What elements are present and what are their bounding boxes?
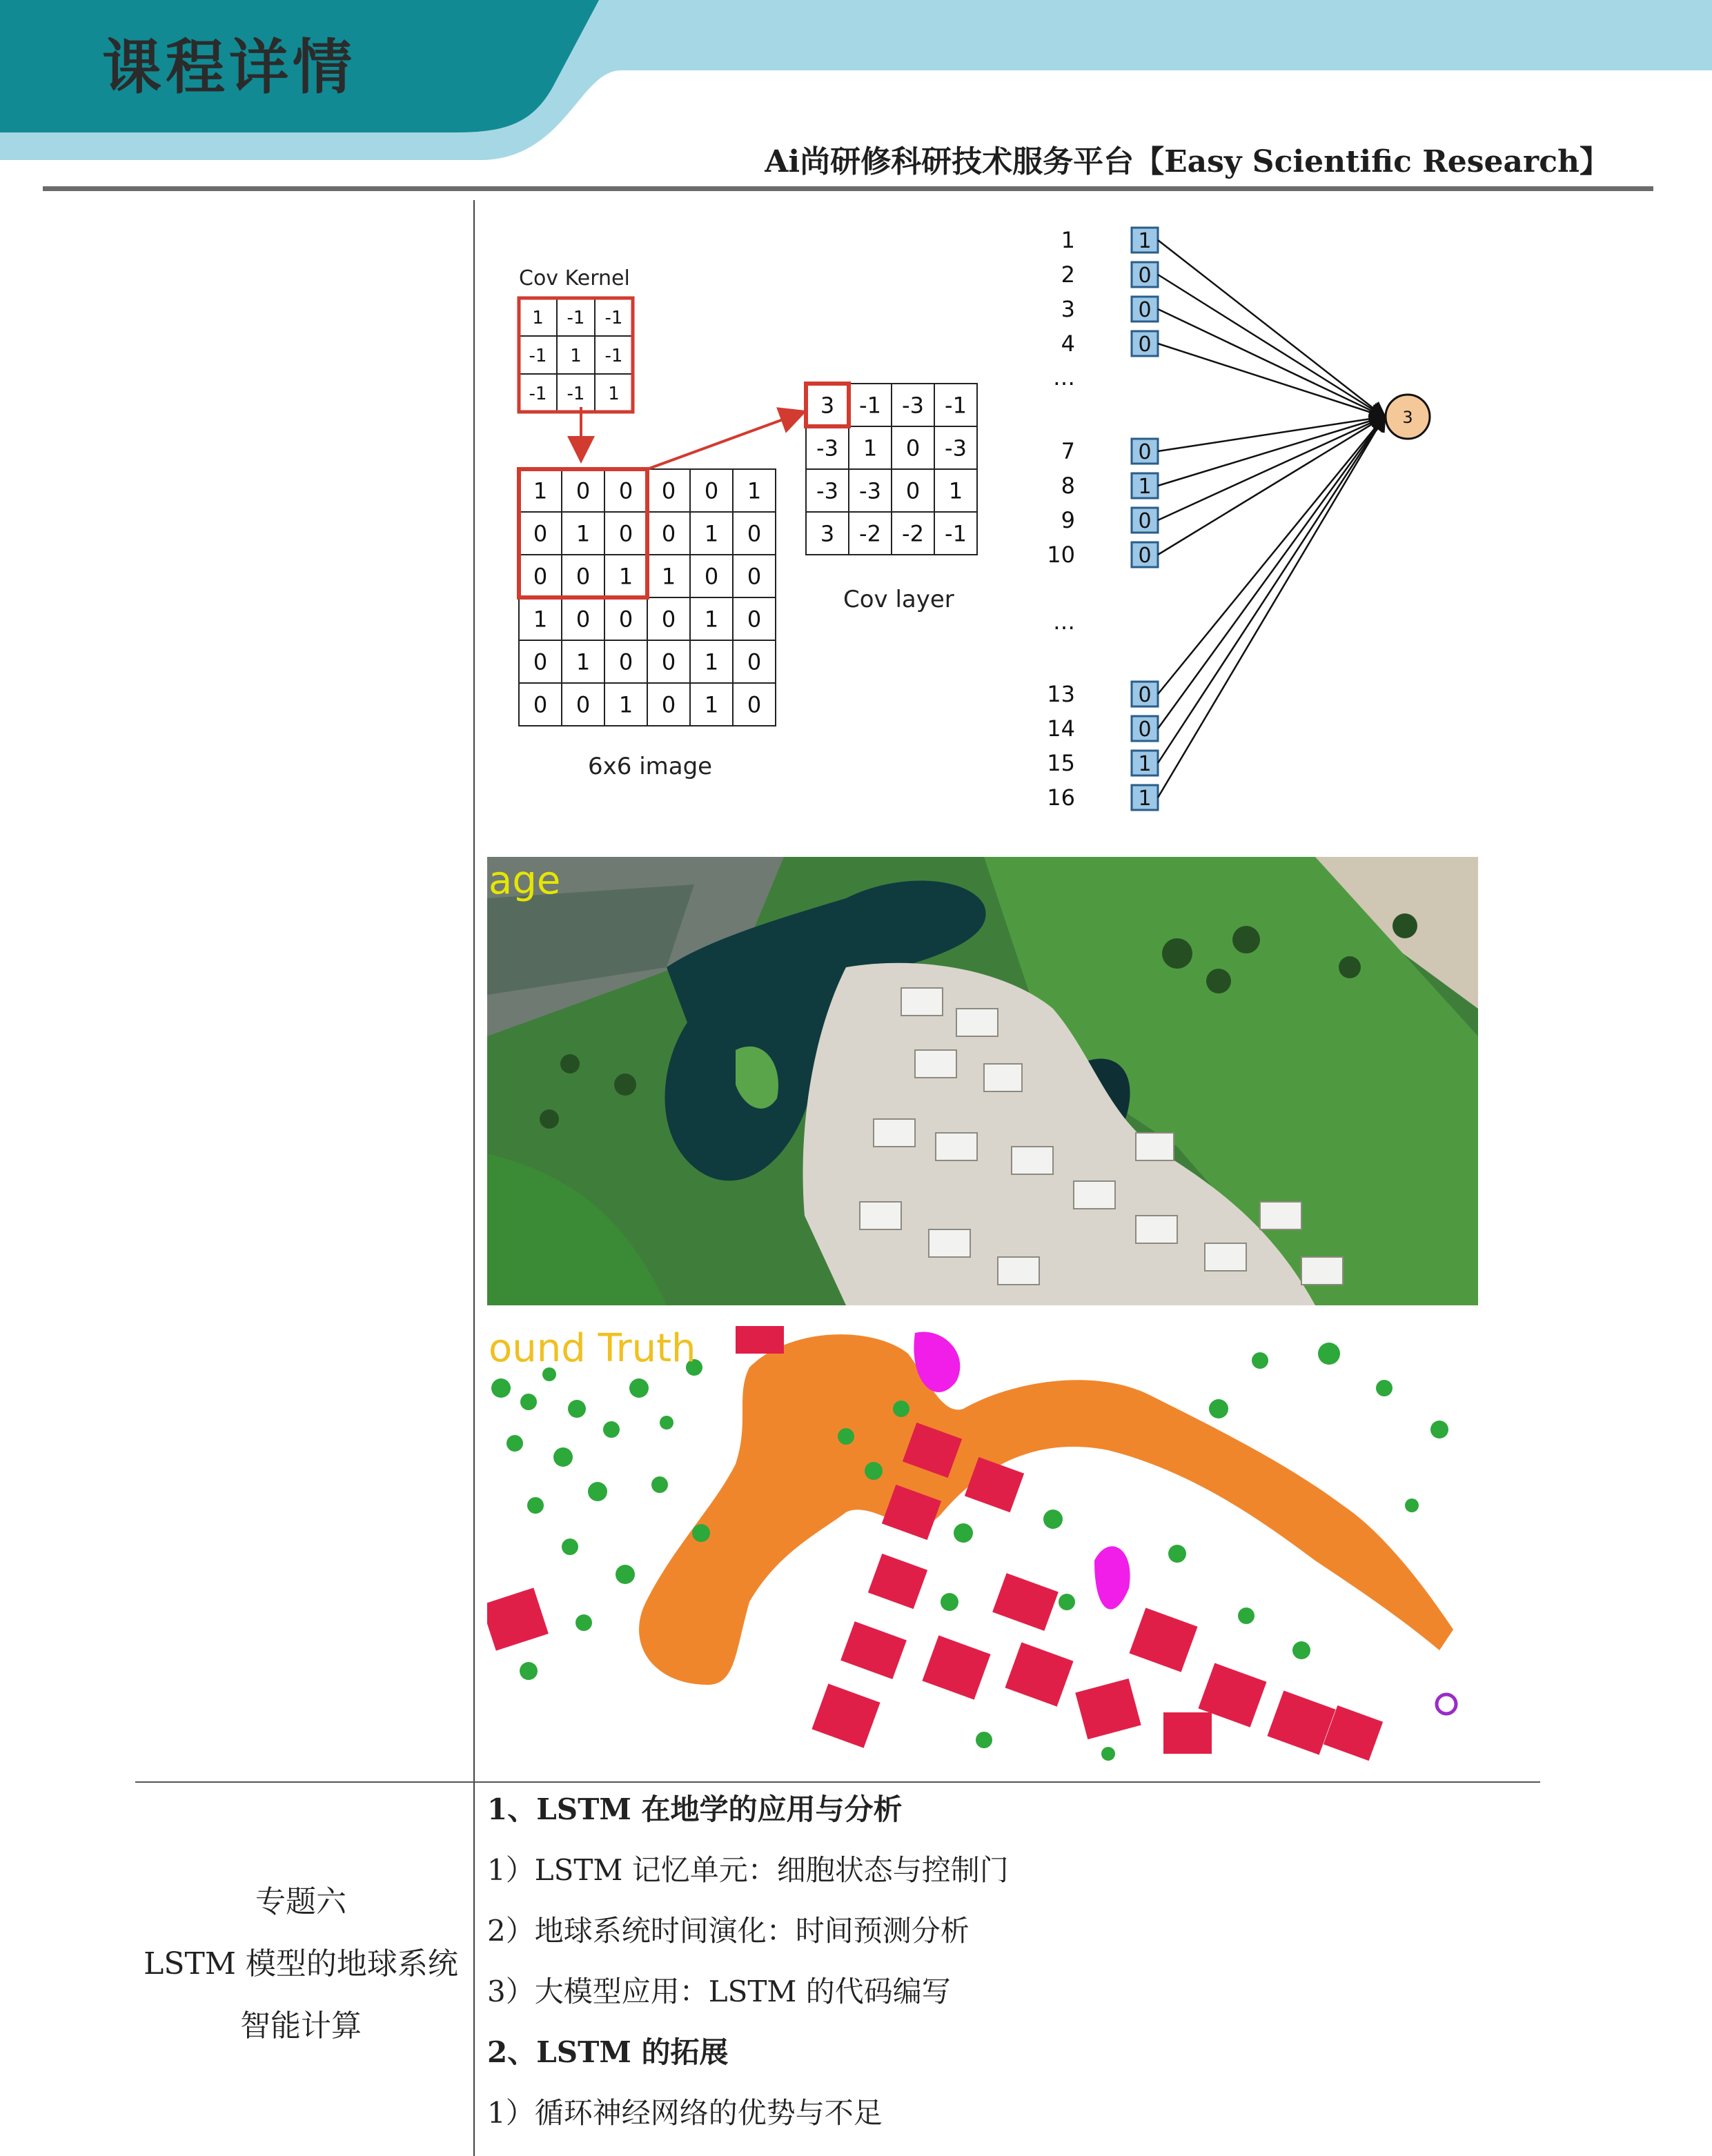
image-value: 0 [661, 477, 676, 504]
conv-value: 3 [820, 520, 835, 547]
fc-connection [1158, 240, 1384, 417]
kernel-value: -1 [604, 345, 623, 366]
conv-value: 0 [905, 477, 921, 504]
aerial-image-label: age [489, 858, 561, 903]
fc-connection [1158, 344, 1384, 417]
fc-connection [1158, 417, 1384, 451]
image-value: 0 [618, 520, 633, 547]
ground-truth-image [487, 1326, 1478, 1761]
image-value: 0 [704, 477, 719, 504]
conv-value: -1 [945, 392, 967, 419]
image-value: 0 [747, 691, 762, 718]
course-item: 1、LSTM 在地学的应用与分析 [487, 1792, 903, 1826]
image-value: 0 [747, 649, 762, 675]
fully-connected-layer [1047, 227, 1430, 811]
aerial-photo [487, 857, 1478, 1305]
fc-connection [1158, 309, 1384, 417]
fc-connection [1158, 417, 1384, 694]
kernel-value: -1 [529, 345, 547, 366]
fc-value: 0 [1138, 544, 1152, 568]
input-image-grid [519, 469, 776, 726]
image-value: 0 [533, 649, 548, 675]
output-neuron-value: 3 [1402, 408, 1413, 427]
fc-connection [1158, 275, 1384, 417]
fc-index: 16 [1047, 784, 1075, 811]
conv-value: -1 [945, 520, 967, 547]
cnn-figure [483, 207, 1463, 828]
image-value: 0 [575, 563, 591, 590]
image-value: 0 [618, 649, 633, 675]
topic-subtitle: 智能计算 [240, 2008, 362, 2044]
image-value: 0 [661, 691, 676, 718]
page-title: 课程详情 [102, 33, 356, 102]
conv-value: -2 [902, 520, 924, 547]
fc-value: 1 [1138, 229, 1152, 253]
image-value: 1 [618, 563, 633, 590]
conv-value: -3 [945, 435, 967, 462]
image-value: 1 [575, 520, 591, 547]
image-value: 0 [575, 477, 591, 504]
fc-value: 1 [1138, 475, 1152, 499]
image-value: 1 [575, 649, 591, 675]
fc-index: 15 [1047, 750, 1075, 776]
fc-index: 9 [1061, 507, 1075, 533]
conv-value: 0 [905, 435, 921, 462]
conv-value: 1 [863, 435, 878, 462]
image-value: 1 [533, 606, 548, 633]
fc-connection [1158, 417, 1384, 798]
fc-index: 14 [1047, 715, 1075, 742]
image-value: 0 [575, 606, 591, 633]
fc-ellipsis: … [1053, 364, 1075, 390]
fc-index: 8 [1061, 473, 1075, 499]
conv-kernel-label: Cov Kernel [519, 266, 630, 290]
fc-index: 2 [1061, 261, 1075, 288]
image-value: 0 [747, 563, 762, 590]
image-value: 0 [618, 477, 633, 504]
kernel-value: -1 [567, 383, 585, 404]
conv-value: 3 [820, 392, 835, 419]
input-image-label: 6x6 image [588, 753, 713, 780]
fc-connection [1158, 417, 1384, 555]
course-item: 3）大模型应用：LSTM 的代码编写 [487, 1975, 951, 2008]
image-value: 0 [704, 563, 719, 590]
page-header [0, 0, 1712, 179]
image-value: 0 [747, 606, 762, 633]
platform-name: Ai尚研修科研技术服务平台【Easy Scientific Research】 [765, 144, 1610, 179]
fc-index: 10 [1047, 542, 1075, 568]
image-value: 0 [575, 691, 591, 718]
course-item: 1）LSTM 记忆单元：细胞状态与控制门 [487, 1853, 1009, 1887]
table-column-divider [473, 200, 475, 2156]
conv-value: -3 [816, 435, 838, 462]
image-to-conv-arrow [647, 413, 802, 469]
course-item: 1）循环神经网络的优势与不足 [487, 2096, 883, 2130]
image-value: 0 [661, 606, 676, 633]
image-value: 1 [704, 691, 719, 718]
conv-value: -3 [902, 392, 924, 419]
aerial-image [487, 857, 1478, 1305]
fc-value: 0 [1138, 509, 1152, 533]
conv-value: -3 [859, 477, 881, 504]
image-value: 0 [533, 563, 548, 590]
image-value: 0 [533, 520, 548, 547]
fc-value: 0 [1138, 683, 1152, 707]
topic-number: 专题六 [255, 1884, 346, 1919]
image-value: 1 [704, 606, 719, 633]
kernel-value: 1 [570, 345, 582, 366]
image-value: 0 [661, 520, 676, 547]
fc-value: 0 [1138, 264, 1152, 288]
kernel-value: 1 [532, 307, 544, 328]
fc-index: 3 [1061, 296, 1075, 322]
kernel-value: -1 [529, 383, 547, 404]
course-item: 2）地球系统时间演化：时间预测分析 [487, 1914, 970, 1948]
image-value: 1 [533, 477, 548, 504]
image-value: 0 [747, 520, 762, 547]
ground-truth-map [487, 1326, 1478, 1761]
fc-value: 0 [1138, 298, 1152, 322]
conv-kernel-grid [519, 298, 633, 412]
header-divider [43, 186, 1653, 191]
image-value: 0 [661, 649, 676, 675]
kernel-value: 1 [608, 383, 620, 404]
fc-value: 0 [1138, 440, 1152, 464]
conv-value: -2 [859, 520, 881, 547]
fc-connection [1158, 417, 1384, 729]
fc-index: 7 [1061, 438, 1075, 464]
kernel-value: -1 [567, 307, 585, 328]
fc-value: 0 [1138, 333, 1152, 357]
fc-index: 1 [1061, 227, 1075, 253]
image-value: 0 [618, 606, 633, 633]
fc-value: 1 [1138, 787, 1152, 811]
kernel-value: -1 [604, 307, 623, 328]
table-row-divider [135, 1781, 1540, 1783]
image-value: 1 [661, 563, 676, 590]
conv-layer-grid [806, 384, 977, 555]
fc-value: 1 [1138, 752, 1152, 776]
fc-index: 13 [1047, 681, 1075, 707]
course-item: 2、LSTM 的拓展 [487, 2035, 729, 2069]
conv-value: -3 [816, 477, 838, 504]
fc-value: 0 [1138, 718, 1152, 742]
ground-truth-label: ound Truth [489, 1326, 696, 1371]
fc-ellipsis: … [1053, 609, 1075, 635]
image-value: 0 [533, 691, 548, 718]
image-value: 1 [704, 649, 719, 675]
image-value: 1 [704, 520, 719, 547]
image-value: 1 [747, 477, 762, 504]
conv-value: 1 [948, 477, 963, 504]
course-topic [135, 1871, 466, 2057]
topic-title: LSTM 模型的地球系统 [144, 1946, 458, 1981]
image-value: 1 [618, 691, 633, 718]
conv-value: -1 [859, 392, 881, 419]
fc-index: 4 [1061, 330, 1075, 357]
conv-layer-label: Cov layer [843, 586, 954, 613]
